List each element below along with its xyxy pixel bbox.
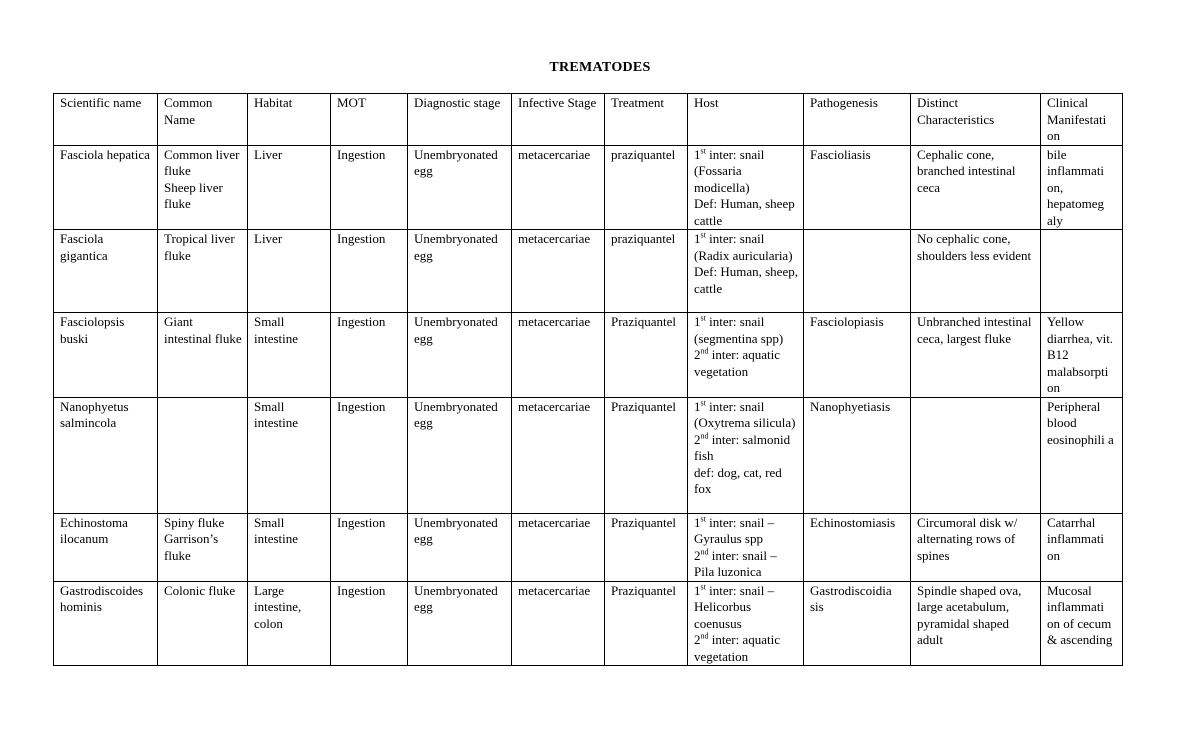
cell-habitat: Liver: [248, 145, 331, 230]
host-text: Def: Human, sheep, cattle: [694, 264, 798, 296]
cell-diagnostic-stage: Unembryonated egg: [408, 513, 512, 581]
table-row: [54, 581, 1123, 666]
host-text: inter: snail (Fossaria modicella): [694, 146, 765, 195]
cell-common-name: [158, 513, 248, 581]
column-header: Host: [688, 94, 804, 146]
common-name-line: Garrison’s fluke: [164, 531, 219, 563]
common-name-line: Tropical liver fluke: [164, 231, 235, 263]
cell-host: [688, 145, 804, 230]
column-header: Distinct Characteristics: [911, 94, 1041, 146]
cell-host: [688, 313, 804, 398]
column-header: MOT: [331, 94, 408, 146]
cell-clinical-manifestation: [1041, 230, 1123, 313]
cell-diagnostic-stage: Unembryonated egg: [408, 581, 512, 666]
host-text: inter: snail (Oxytrema silicula): [694, 398, 796, 430]
column-header: Treatment: [605, 94, 688, 146]
cell-treatment: praziquantel: [605, 145, 688, 230]
host-text: inter: aquatic vegetation: [694, 347, 780, 379]
host-ordinal: 1: [694, 231, 701, 246]
host-text: inter: snail (Radix auricularia): [694, 231, 793, 263]
cell-diagnostic-stage: Unembryonated egg: [408, 145, 512, 230]
host-ordinal-suffix: st: [700, 514, 706, 524]
column-header: Common Name: [158, 94, 248, 146]
cell-treatment: Praziquantel: [605, 397, 688, 513]
host-text: inter: snail – Helicorbus coenusus: [694, 582, 775, 631]
cell-clinical-manifestation: Yellow diarrhea, vit. B12 malabsorpti on: [1041, 313, 1123, 398]
cell-mot: Ingestion: [331, 513, 408, 581]
cell-distinct-characteristics: [911, 397, 1041, 513]
host-ordinal: 1: [694, 582, 701, 598]
cell-mot: Ingestion: [331, 313, 408, 398]
cell-common-name: [158, 313, 248, 398]
host-text: inter: snail (segmentina spp): [694, 314, 784, 346]
column-header: Pathogenesis: [804, 94, 911, 146]
host-ordinal-suffix: nd: [700, 431, 709, 441]
cell-infective-stage: metacercariae: [512, 581, 605, 666]
cell-treatment: Praziquantel: [605, 581, 688, 666]
cell-infective-stage: metacercariae: [512, 313, 605, 398]
cell-habitat: Small intestine: [248, 513, 331, 581]
common-name-line: Colonic fluke: [164, 582, 236, 598]
cell-treatment: Praziquantel: [605, 313, 688, 398]
common-name-line: Common liver fluke: [164, 146, 240, 178]
host-line: [694, 432, 799, 465]
host-ordinal: 2: [694, 547, 701, 563]
cell-pathogenesis: Nanophyetiasis: [804, 397, 911, 513]
host-ordinal: 2: [694, 431, 701, 447]
cell-diagnostic-stage: Unembryonated egg: [408, 313, 512, 398]
cell-host: [688, 513, 804, 581]
cell-habitat: Large intestine, colon: [248, 581, 331, 666]
cell-common-name: [158, 581, 248, 666]
cell-common-name: [158, 230, 248, 313]
cell-diagnostic-stage: Unembryonated egg: [408, 230, 512, 313]
host-line: [694, 147, 799, 197]
cell-common-name: [158, 145, 248, 230]
column-header: Scientific name: [54, 94, 158, 146]
cell-scientific-name: Fasciolopsis buski: [54, 313, 158, 398]
host-line: [694, 264, 799, 297]
host-text: def: dog, cat, red fox: [694, 464, 782, 496]
column-header: Habitat: [248, 94, 331, 146]
host-ordinal-suffix: st: [700, 146, 706, 156]
cell-host: [688, 230, 804, 313]
cell-distinct-characteristics: No cephalic cone, shoulders less evident: [911, 230, 1041, 313]
host-text: inter: salmonid fish: [694, 431, 791, 463]
host-line: [694, 314, 799, 347]
cell-infective-stage: metacercariae: [512, 513, 605, 581]
cell-pathogenesis: Gastrodiscoidia sis: [804, 581, 911, 666]
host-text: inter: aquatic vegetation: [694, 632, 780, 664]
cell-clinical-manifestation: Peripheral blood eosinophili a: [1041, 397, 1123, 513]
cell-clinical-manifestation: Catarrhal inflammati on: [1041, 513, 1123, 581]
cell-distinct-characteristics: Unbranched intestinal ceca, largest fluke: [911, 313, 1041, 398]
host-ordinal: 2: [694, 632, 701, 647]
host-text: inter: snail – Pila luzonica: [694, 547, 777, 579]
host-line: [694, 196, 799, 229]
host-line: [694, 347, 799, 380]
common-name-line: Giant intestinal fluke: [164, 314, 242, 346]
cell-habitat: Liver: [248, 230, 331, 313]
cell-mot: Ingestion: [331, 397, 408, 513]
host-ordinal-suffix: st: [700, 230, 706, 240]
column-header: Infective Stage: [512, 94, 605, 146]
column-header: Clinical Manifestati on: [1041, 94, 1123, 146]
cell-host: [688, 581, 804, 666]
table-row: [54, 513, 1123, 581]
host-ordinal-suffix: nd: [700, 547, 709, 557]
host-line: [694, 231, 799, 264]
host-ordinal-suffix: st: [700, 582, 706, 592]
cell-mot: Ingestion: [331, 145, 408, 230]
cell-clinical-manifestation: bile inflammati on, hepatomeg aly: [1041, 145, 1123, 230]
document-title: TREMATODES: [549, 60, 651, 75]
host-text: Def: Human, sheep cattle: [694, 196, 795, 228]
cell-host: [688, 397, 804, 513]
cell-distinct-characteristics: Cephalic cone, branched intestinal ceca: [911, 145, 1041, 230]
cell-treatment: praziquantel: [605, 230, 688, 313]
table-row: [54, 230, 1123, 313]
host-ordinal-suffix: st: [700, 313, 706, 323]
cell-infective-stage: metacercariae: [512, 230, 605, 313]
cell-infective-stage: metacercariae: [512, 397, 605, 513]
cell-pathogenesis: Fascioliasis: [804, 145, 911, 230]
cell-scientific-name: Gastrodiscoides hominis: [54, 581, 158, 666]
host-ordinal-suffix: nd: [700, 346, 709, 356]
host-ordinal: 1: [694, 398, 701, 414]
column-header: Diagnostic stage: [408, 94, 512, 146]
cell-mot: Ingestion: [331, 581, 408, 666]
cell-scientific-name: Nanophyetus salmincola: [54, 397, 158, 513]
cell-diagnostic-stage: Unembryonated egg: [408, 397, 512, 513]
host-ordinal: 1: [694, 314, 701, 329]
host-line: [694, 399, 799, 432]
cell-pathogenesis: [804, 230, 911, 313]
cell-distinct-characteristics: Circumoral disk w/ alternating rows of spines: [911, 513, 1041, 581]
host-line: [694, 465, 799, 498]
cell-common-name: [158, 397, 248, 513]
host-line: [694, 548, 799, 581]
host-line: [694, 632, 799, 665]
host-ordinal: 2: [694, 347, 701, 362]
cell-habitat: Small intestine: [248, 397, 331, 513]
host-ordinal-suffix: st: [700, 398, 706, 408]
cell-mot: Ingestion: [331, 230, 408, 313]
cell-clinical-manifestation: Mucosal inflammati on of cecum & ascending: [1041, 581, 1123, 666]
cell-pathogenesis: Fasciolopiasis: [804, 313, 911, 398]
cell-habitat: Small intestine: [248, 313, 331, 398]
host-line: [694, 515, 799, 548]
cell-distinct-characteristics: Spindle shaped ova, large acetabulum, pyramidal shaped adult: [911, 581, 1041, 666]
table-row: [54, 313, 1123, 398]
cell-treatment: Praziquantel: [605, 513, 688, 581]
cell-pathogenesis: Echinostomiasis: [804, 513, 911, 581]
host-ordinal: 1: [694, 514, 701, 530]
cell-scientific-name: Fasciola hepatica: [54, 145, 158, 230]
header-row: [54, 94, 1123, 146]
common-name-line: Sheep liver fluke: [164, 179, 223, 211]
common-name-line: Spiny fluke: [164, 514, 225, 530]
table-row: [54, 397, 1123, 513]
host-line: [694, 583, 799, 633]
cell-scientific-name: Echinostoma ilocanum: [54, 513, 158, 581]
host-text: inter: snail – Gyraulus spp: [694, 514, 775, 546]
cell-infective-stage: metacercariae: [512, 145, 605, 230]
table-row: [54, 145, 1123, 230]
trematodes-table: [53, 93, 1123, 666]
cell-scientific-name: Fasciola gigantica: [54, 230, 158, 313]
host-ordinal-suffix: nd: [700, 631, 709, 641]
host-ordinal: 1: [694, 146, 701, 162]
